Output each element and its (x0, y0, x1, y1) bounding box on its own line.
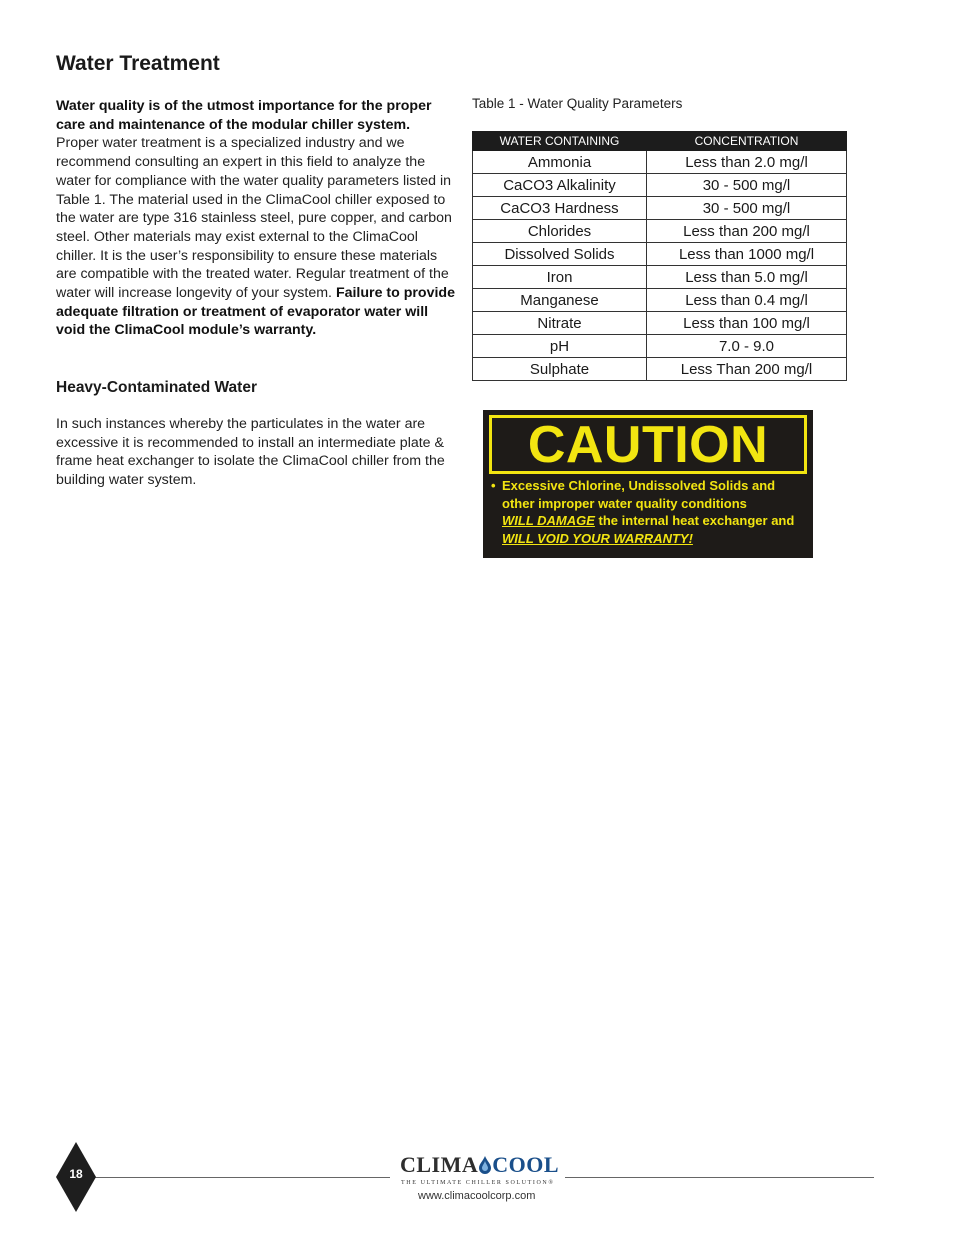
table-cell: 30 - 500 mg/l (647, 197, 847, 220)
table-row (473, 243, 847, 266)
table-cell: Less Than 200 mg/l (647, 358, 847, 381)
table-row (473, 312, 847, 335)
will-damage-emphasis: WILL DAMAGE (502, 513, 595, 528)
table-cell: Sulphate (473, 358, 647, 381)
table-header-row (473, 132, 847, 151)
caution-line-3-rest: the internal heat exchanger and (594, 513, 795, 528)
table-cell: Less than 0.4 mg/l (647, 289, 847, 312)
caution-line-1: Excessive Chlorine, Undissolved Solids and (502, 478, 776, 493)
bullet-icon: • (491, 478, 496, 493)
caution-line-2: other improper water quality conditions (502, 495, 747, 511)
climacool-logo (400, 1152, 559, 1178)
table-row (473, 197, 847, 220)
table-row (473, 335, 847, 358)
table-cell: Dissolved Solids (473, 243, 647, 266)
table-row (473, 358, 847, 381)
logo-tagline: THE ULTIMATE CHILLER SOLUTION® (401, 1180, 555, 1186)
footer-rule-right (565, 1177, 874, 1178)
water-drop-icon (478, 1156, 492, 1174)
table-cell: 30 - 500 mg/l (647, 174, 847, 197)
water-quality-table (472, 131, 847, 381)
header-water-containing: WATER CONTAINING (473, 132, 647, 151)
table-cell: pH (473, 335, 647, 358)
contaminated-water-paragraph: In such instances whereby the particulates in the water are excessive it is recommended to install an intermediate plate & frame heat exchanger to isolate the ClimaCool chiller from the building water system. (56, 416, 445, 489)
logo-word-clima: CLIMA (400, 1152, 479, 1177)
subheading: Heavy-Contaminated Water (56, 379, 257, 396)
table-cell: Iron (473, 266, 647, 289)
table-cell: 7.0 - 9.0 (647, 335, 847, 358)
table-caption: Table 1 - Water Quality Parameters (472, 96, 683, 111)
table-cell: Chlorides (473, 220, 647, 243)
table-cell: Manganese (473, 289, 647, 312)
caution-message (491, 477, 803, 547)
footer-rule-left (94, 1177, 390, 1178)
intro-bold-tail: Failure to provide adequate filtration or treatment of evaporator water will void the ClimaCool module’s warranty. (56, 285, 455, 339)
table-cell: CaCO3 Hardness (473, 197, 647, 220)
table-cell: Less than 200 mg/l (647, 220, 847, 243)
intro-paragraph (56, 97, 456, 340)
intro-body: Proper water treatment is a specialized industry and we recommend consulting an expert in this field to analyze the water for compliance with the water quality parameters listed in Table 1. The material used in the ClimaCool chiller exposed to the water are type 316 stainless steel, pure copper, and carbon steel. Other materials may exist external to the ClimaCool chiller. It is the user’s responsibility to ensure these materials are compatible with the treated water. Regular treatment of the water will increase longevity of your system. (56, 135, 452, 302)
table-cell: Less than 2.0 mg/l (647, 151, 847, 174)
table-cell: Less than 1000 mg/l (647, 243, 847, 266)
table-cell: Ammonia (473, 151, 647, 174)
section-title: Water Treatment (56, 52, 220, 75)
table-row (473, 266, 847, 289)
table-cell: CaCO3 Alkalinity (473, 174, 647, 197)
caution-title-frame (489, 415, 807, 474)
caution-line-4 (491, 530, 803, 548)
caution-title: CAUTION (527, 415, 769, 474)
table-row (473, 220, 847, 243)
will-void-emphasis: WILL VOID YOUR WARRANTY! (502, 530, 693, 546)
logo-word-cool: COOL (492, 1152, 560, 1177)
caution-box (483, 410, 813, 558)
table-row (473, 289, 847, 312)
table-row (473, 174, 847, 197)
website-url: www.climacoolcorp.com (418, 1190, 536, 1202)
caution-line-3 (491, 512, 803, 530)
intro-bold-lead: Water quality is of the utmost importance for the proper care and maintenance of the modular chiller system. (56, 98, 432, 133)
table-row (473, 151, 847, 174)
table-cell: Nitrate (473, 312, 647, 335)
header-concentration: CONCENTRATION (647, 132, 847, 151)
table-cell: Less than 100 mg/l (647, 312, 847, 335)
page-number: 18 (69, 1167, 83, 1181)
table-cell: Less than 5.0 mg/l (647, 266, 847, 289)
